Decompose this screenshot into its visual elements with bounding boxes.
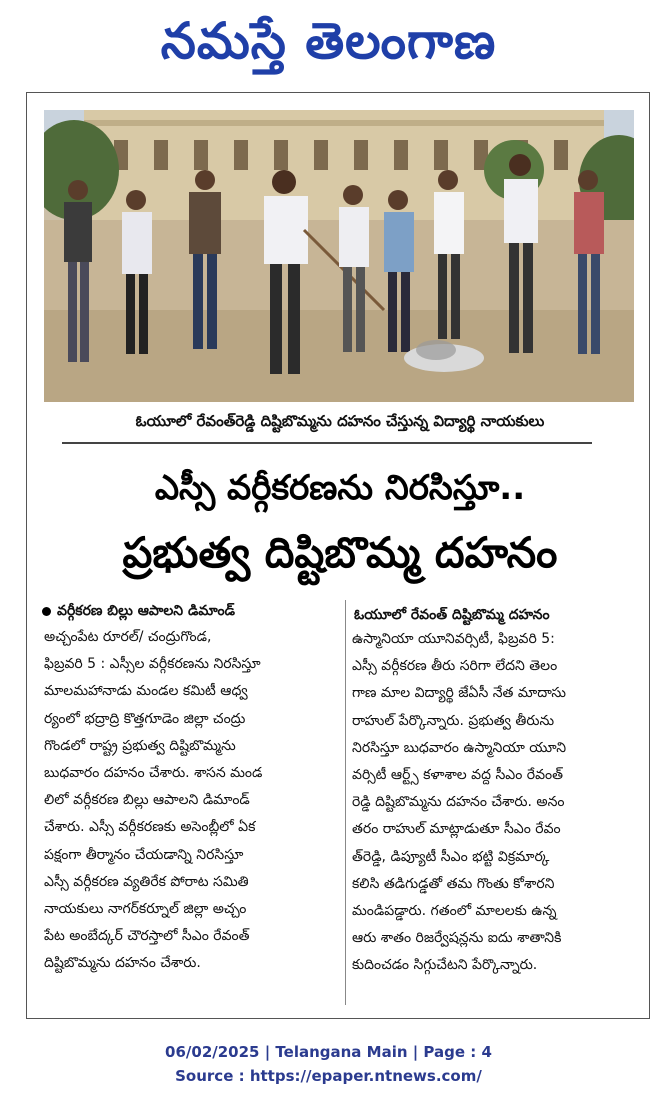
body-line: నిరసిస్తూ బుధవారం ఉస్మానియా యూని: [352, 739, 567, 756]
news-photo: [44, 110, 634, 402]
body-line: త్‌రెడ్డి, డిప్యూటీ సీఎం భట్టి విక్రమార్క: [352, 848, 550, 865]
column-divider: [345, 600, 346, 1005]
body-line: చేశారు. ఎస్సీ వర్గీకరణకు అసెంబ్లీలో ఏక: [44, 819, 256, 836]
body-line: బుధవారం దహనం చేశారు. శాసన మండ: [44, 764, 263, 781]
body-line: గొండలో రాష్ట్ర ప్రభుత్వ దిష్టిబొమ్మను: [44, 737, 236, 754]
body-line: ఉస్మానియా యూనివర్సిటీ, ఫిబ్రవరి 5:: [352, 631, 555, 647]
body-line: ఆరు శాతం రిజర్వేషన్లను ఐదు శాతానికి: [352, 930, 562, 947]
body-line: లిలో వర్గీకరణ బిల్లు ఆపాలని డిమాండ్: [44, 792, 250, 809]
photo-caption: ఓయూలో రేవంత్‌రెడ్డి దిష్టిబొమ్మను దహనం చేస్తున్న విద్యార్థి నాయకులు: [135, 412, 545, 430]
bullet-icon: [42, 607, 51, 616]
body-line: అచ్చంపేట రూరల్/ చంద్రుగొండ,: [44, 629, 212, 645]
left-subhead-text: వర్గీకరణ బిల్లు ఆపాలని డిమాండ్: [57, 603, 235, 619]
left-column-body: [44, 624, 334, 977]
photo-protest-effigy-burning-icon: [44, 110, 634, 402]
body-line: వర్సిటీ ఆర్ట్స్ కళాశాల వద్ద సీఎం రేవంత్: [352, 766, 564, 783]
footer-source-link[interactable]: Source : https://epaper.ntnews.com/: [175, 1067, 482, 1085]
body-line: ర్యంలో భద్రాద్రి కొత్తగూడెం జిల్లా చంద్రు: [44, 710, 246, 727]
body-line: తరం రాహుల్ మాట్లాడుతూ సీఎం రేవం: [352, 821, 561, 838]
body-line: ఎస్సీ వర్గీకరణ వ్యతిరేక పోరాట సమితి: [44, 873, 249, 890]
body-line: ఎస్సీ వర్గీకరణ తీరు సరిగా లేదని తెలం: [352, 658, 558, 675]
body-line: ఫిబ్రవరి 5 : ఎస్సీల వర్గీకరణను నిరసిస్తూ: [44, 656, 261, 673]
caption-divider: [62, 442, 592, 444]
body-line: మండిపడ్డారు. గతంలో మాలలకు ఉన్న: [352, 902, 557, 919]
right-column-body: [352, 626, 642, 979]
left-subhead: [42, 599, 235, 623]
body-line: మాలమహానాడు మండల కమిటీ ఆధ్వ: [44, 683, 248, 700]
body-line: కుదించడం సిగ్గుచేటని పేర్కొన్నారు.: [352, 957, 538, 974]
headline-line-2: ప్రభుత్వ దిష్టిబొమ్మ దహనం: [122, 528, 558, 577]
body-line: రెడ్డి దిష్టిబొమ్మను దహనం చేశారు. అనం: [352, 794, 565, 811]
footer-date-page: 06/02/2025 | Telangana Main | Page : 4: [165, 1043, 492, 1061]
body-line: పేట అంబేద్కర్ చౌరస్తాలో సీఎం రేవంత్: [44, 928, 250, 945]
newspaper-masthead: నమస్తే తెలంగాణ: [160, 12, 497, 70]
body-line: దిష్టిబొమ్మను దహనం చేశారు.: [44, 955, 201, 972]
right-subhead: ఓయూలో రేవంత్ దిష్టిబొమ్మ దహనం: [354, 607, 550, 623]
body-line: పక్షంగా తీర్మానం చేయడాన్ని నిరసిస్తూ: [44, 846, 244, 863]
body-line: కలిసి తడిగుడ్డతో తమ గొంతు కోశారని: [352, 875, 555, 892]
body-line: నాయకులు నాగర్‌కర్నూల్ జిల్లా అచ్చం: [44, 900, 247, 917]
headline-line-1: ఎస్సీ వర్గీకరణను నిరసిస్తూ..: [154, 468, 526, 508]
body-line: రాహుల్ పేర్కొన్నారు. ప్రభుత్వ తీరును: [352, 712, 555, 729]
body-line: గాణ మాల విద్యార్థి జేఏసీ నేత మాదాసు: [352, 685, 567, 702]
